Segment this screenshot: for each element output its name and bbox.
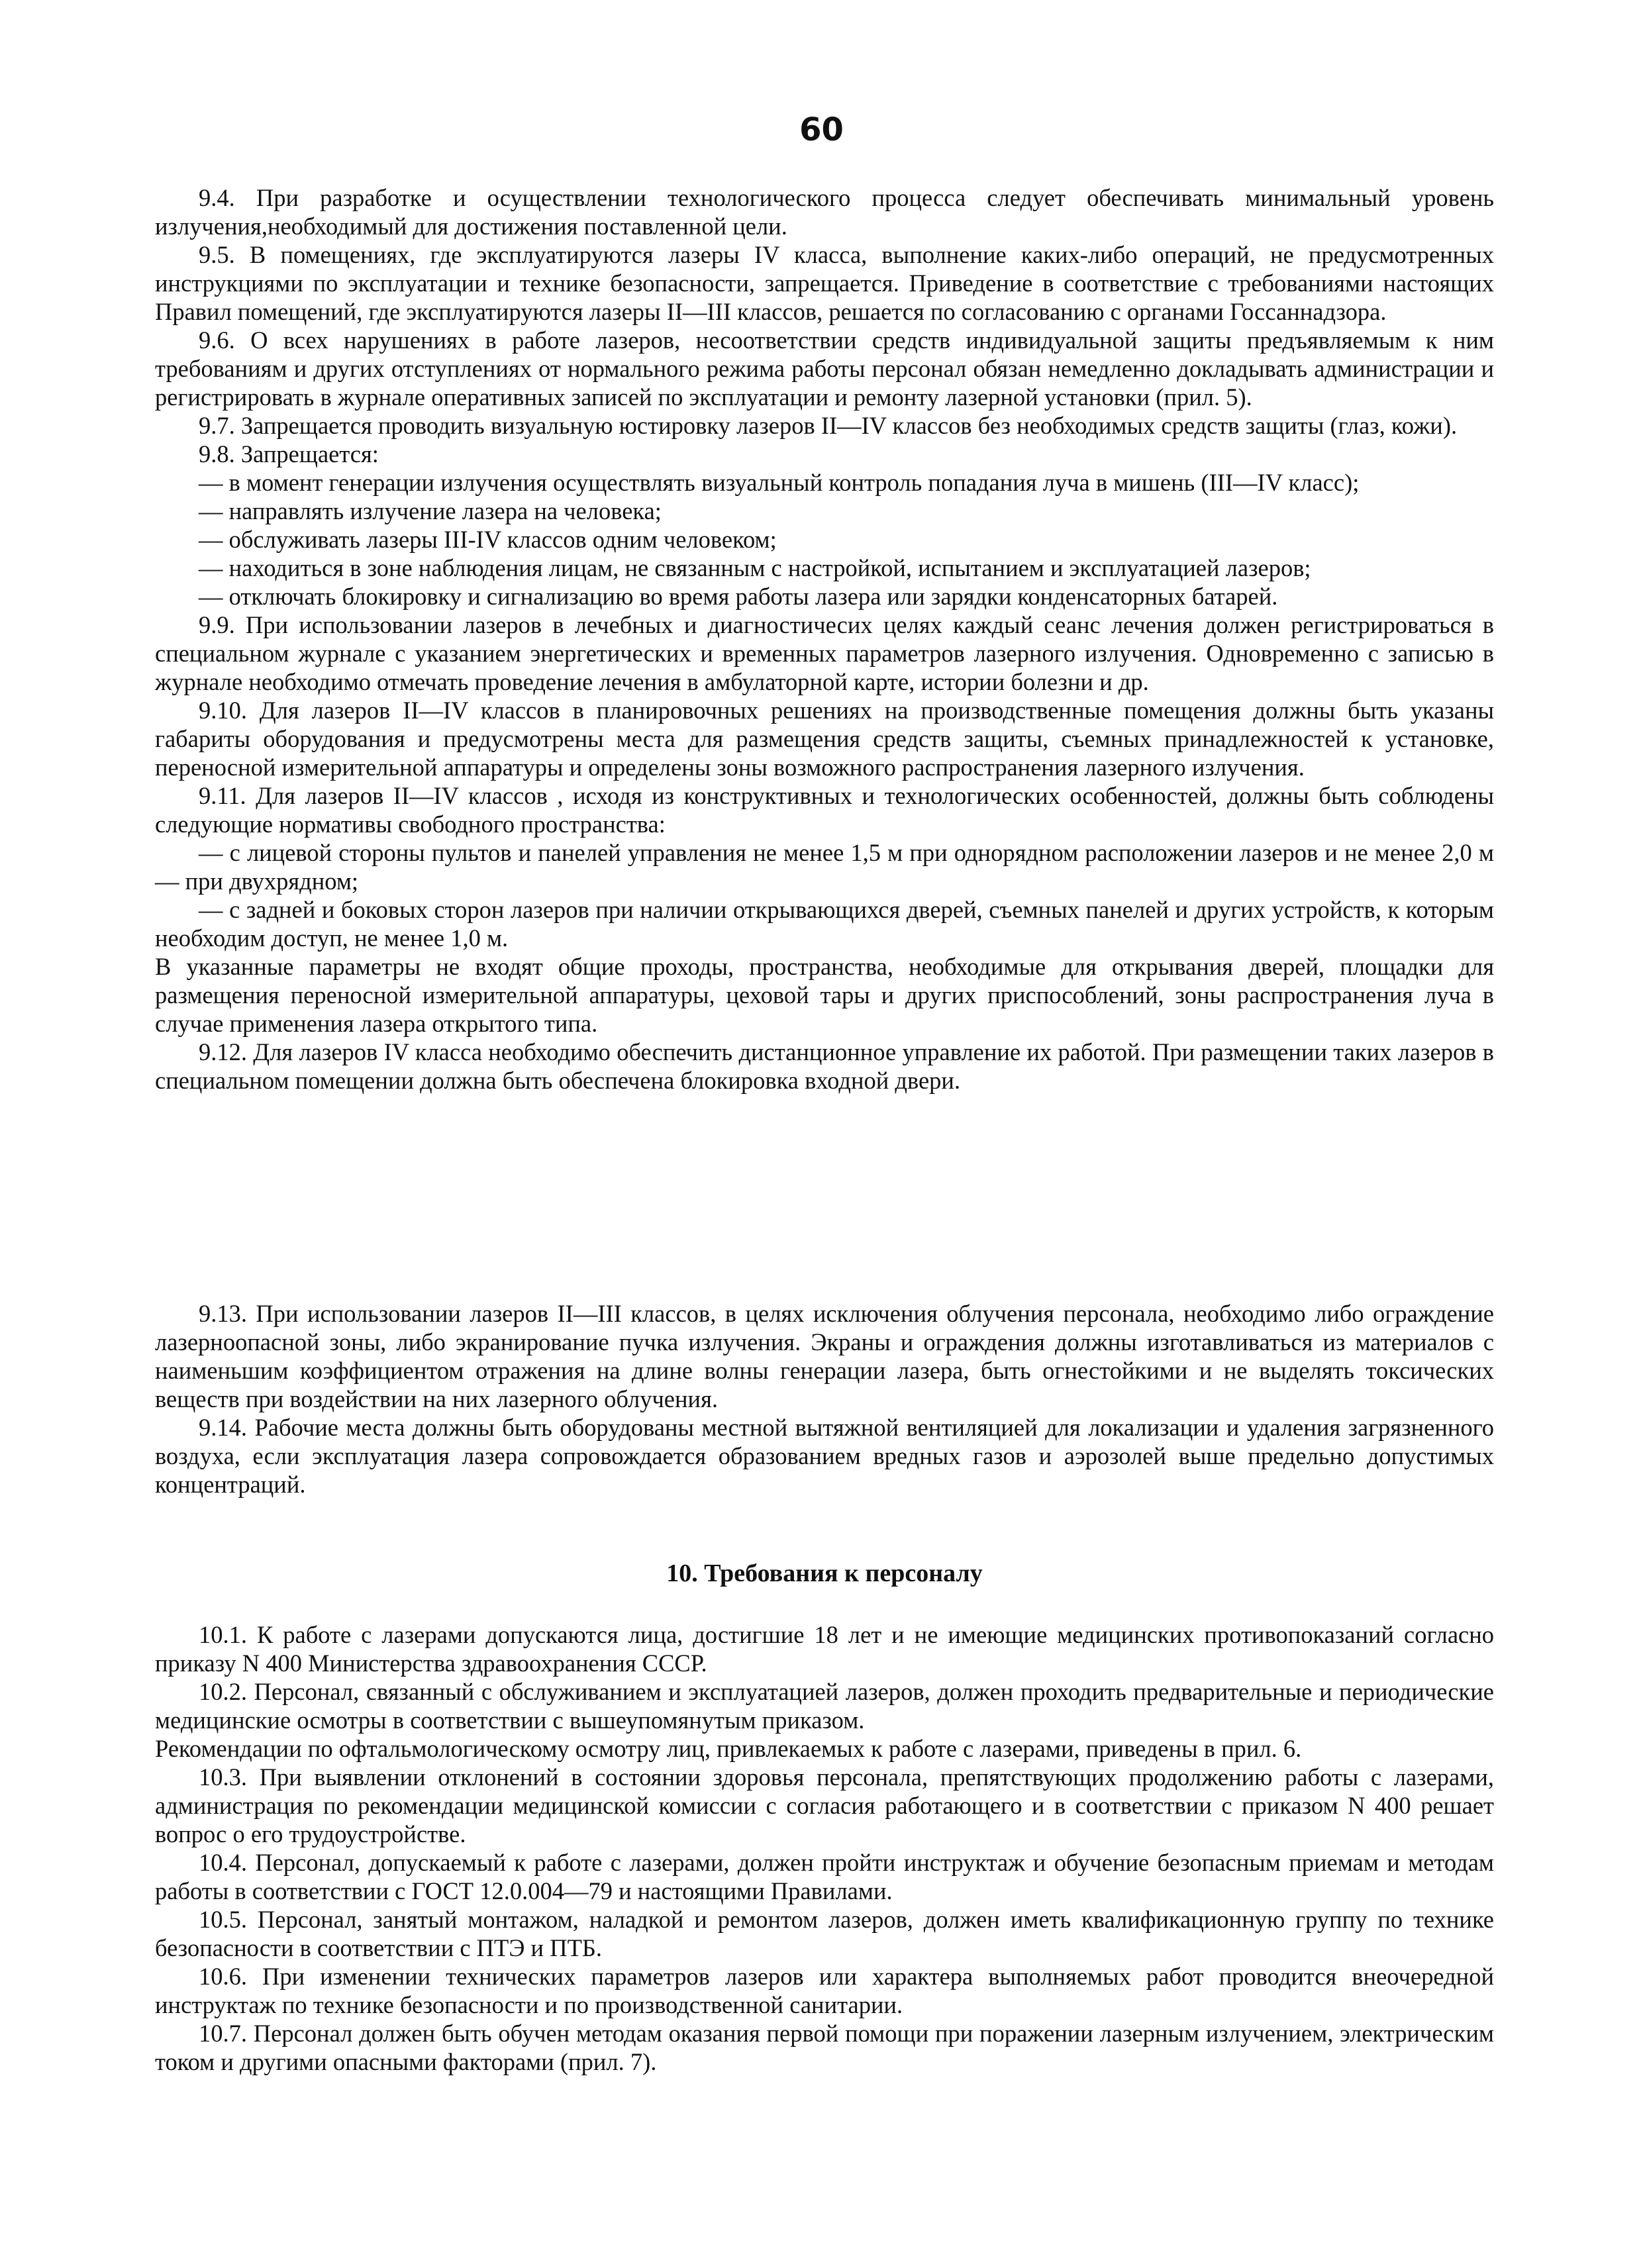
section-10 xyxy=(155,1620,1494,2076)
paragraph-9-14: 9.14. Рабочие места должны быть оборудованы местной вытяжной вентиляцией для локализации и удаления загрязненного воздуха, если эксплуатация лазера сопровождается образованием вредных газов и аэрозолей выше предельно допустимых концентраций. xyxy=(155,1414,1494,1498)
paragraph-10-1: 10.1. К работе с лазерами допускаются лица, достигшие 18 лет и не имеющие медицинских противопоказаний согласно приказу N 400 Министерства здравоохранения СССР. xyxy=(155,1621,1494,1677)
paragraph-10-6: 10.6. При изменении технических параметров лазеров или характера выполняемых работ проводится внеочередной инструктаж по технике безопасности и по производственной санитарии. xyxy=(155,1963,1494,2018)
paragraph-10-2-note: Рекомендации по офтальмологическому осмотру лиц, привлекаемых к работе с лазерами, приведены в прил. 6. xyxy=(155,1735,1302,1762)
page-number: 60 xyxy=(799,111,844,148)
paragraph-10-7: 10.7. Персонал должен быть обучен методам оказания первой помощи при поражении лазерным излучением, электрическим током и другими опасными факторами (прил. 7). xyxy=(155,2020,1494,2075)
paragraph-9-4: 9.4. При разработке и осуществлении технологического процесса следует обеспечивать минимальный уровень излучения,необходимый для достижения поставленной цели. xyxy=(155,184,1494,240)
list-item-9-11-1: — с лицевой стороны пультов и панелей управления не менее 1,5 м при однорядном расположении лазеров и не менее 2,0 м — при двухрядном; xyxy=(155,839,1494,895)
paragraph-9-11: 9.11. Для лазеров II—IV классов , исходя из конструктивных и технологических особенностей, должны быть соблюдены следующие нормативы свободного пространства: xyxy=(155,782,1494,838)
paragraph-10-2: 10.2. Персонал, связанный с обслуживанием и эксплуатацией лазеров, должен проходить предварительные и периодические медицинские осмотры в соответствии с вышеупомянутым приказом. xyxy=(155,1678,1494,1734)
list-item-9-8-1: — в момент генерации излучения осуществлять визуальный контроль попадания луча в мишень (III—IV класс); xyxy=(199,469,1360,496)
list-item-9-11-2: — с задней и боковых сторон лазеров при наличии открывающихся дверей, съемных панелей и других устройств, к которым необходим доступ, не менее 1,0 м. xyxy=(155,896,1494,952)
list-item-9-8-2: — направлять излучение лазера на человека; xyxy=(199,497,662,524)
paragraph-9-8: 9.8. Запрещается: xyxy=(199,440,379,468)
paragraph-10-4: 10.4. Персонал, допускаемый к работе с лазерами, должен пройти инструктаж и обучение безопасным приемам и методам работы в соответствии с ГОСТ 12.0.004—79 и настоящими Правилами. xyxy=(155,1849,1494,1904)
list-item-9-8-5: — отключать блокировку и сигнализацию во время работы лазера или зарядки конденсаторных батарей. xyxy=(199,583,1278,610)
section-9-part-2 xyxy=(155,1299,1494,1499)
paragraph-9-11-note: В указанные параметры не входят общие проходы, пространства, необходимые для открывания дверей, площадки для размещения переносной измерительной аппаратуры, цеховой тары и других приспособлений, зоны распространения луча в случае применения лазера открытого типа. xyxy=(155,953,1494,1037)
paragraph-9-6: 9.6. О всех нарушениях в работе лазеров, несоответствии средств индивидуальной защиты предъявляемым к ним требованиям и других отступлениях от нормального режима работы персонал обязан немедленно докладывать администрации и регистрировать в журнале оперативных записей по эксплуатации и ремонту лазерной установки (прил. 5). xyxy=(155,326,1494,411)
list-item-9-8-4: — находиться в зоне наблюдения лицам, не связанным с настройкой, испытанием и эксплуатацией лазеров; xyxy=(199,554,1311,581)
paragraph-10-5: 10.5. Персонал, занятый монтажом, наладкой и ремонтом лазеров, должен иметь квалификационную группу по технике безопасности в соответствии с ПТЭ и ПТБ. xyxy=(155,1906,1494,1961)
paragraph-9-9: 9.9. При использовании лазеров в лечебных и диагностичесих целях каждый сеанс лечения должен регистрироваться в специальном журнале с указанием энергетических и временных параметров лазерного излучения. Одновременно с записью в журнале необходимо отмечать проведение лечения в амбулаторной карте, истории болезни и др. xyxy=(155,611,1494,695)
section-9-part-1 xyxy=(155,183,1494,1095)
paragraph-10-3: 10.3. При выявлении отклонений в состоянии здоровья персонала, препятствующих продолжению работы с лазерами, администрация по рекомендации медицинской комиссии с согласия работающего и в соответствии с приказом N 400 решает вопрос о его трудоустройстве. xyxy=(155,1763,1494,1848)
paragraph-9-13: 9.13. При использовании лазеров II—III классов, в целях исключения облучения персонала, необходимо либо ограждение лазерноопасной зоны, либо экранирование пучка излучения. Экраны и ограждения должны изготавливаться из материалов с наименьшим коэффициентом отражения на длине волны генерации лазера, быть огнестойкими и не выделять токсических веществ при воздействии на них лазерного облучения. xyxy=(155,1300,1494,1412)
paragraph-9-12: 9.12. Для лазеров IV класса необходимо обеспечить дистанционное управление их работой. При размещении таких лазеров в специальном помещении должна быть обеспечена блокировка входной двери. xyxy=(155,1038,1494,1094)
section-10-heading: 10. Требования к персоналу xyxy=(666,1559,983,1587)
list-item-9-8-3: — обслуживать лазеры III-IV классов одним человеком; xyxy=(199,526,777,553)
paragraph-9-7: 9.7. Запрещается проводить визуальную юстировку лазеров II—IV классов без необходимых средств защиты (глаз, кожи). xyxy=(199,412,1458,439)
paragraph-9-10: 9.10. Для лазеров II—IV классов в планировочных решениях на производственные помещения должны быть указаны габариты оборудования и предусмотрены места для размещения средств защиты, съемных принадлежностей к установке, переносной измерительной аппаратуры и определены зоны возможного распространения лазерного излучения. xyxy=(155,697,1494,781)
paragraph-9-5: 9.5. В помещениях, где эксплуатируются лазеры IV класса, выполнение каких-либо операций, не предусмотренных инструкциями по эксплуатации и технике безопасности, запрещается. Приведение в соответствие с требованиями настоящих Правил помещений, где эксплуатируются лазеры II—III классов, решается по согласованию с органами Госсаннадзора. xyxy=(155,241,1494,325)
